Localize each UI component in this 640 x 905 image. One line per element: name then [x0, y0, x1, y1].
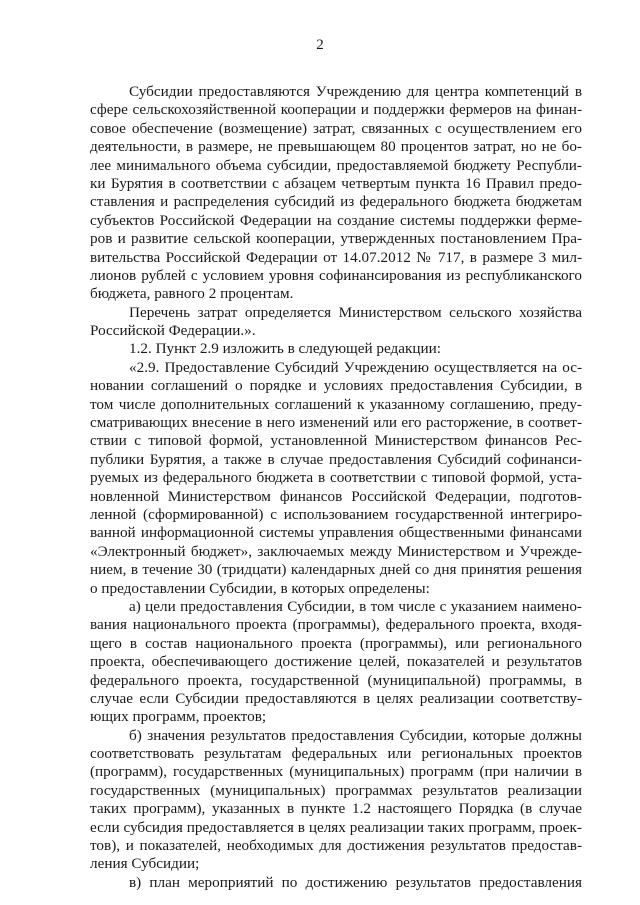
- text-line: 1.2. Пункт 2.9 изложить в следующей редакции:: [129, 340, 442, 358]
- text-line: б) значения результатов предоставления Субсидии, которые должны: [129, 726, 582, 744]
- text-line: субъектов Российской Федерации на создание системы поддержки ферме-: [90, 211, 582, 229]
- text-line: «2.9. Предоставление Субсидий Учреждению осуществляется на ос-: [129, 358, 582, 376]
- text-line: «Электронный бюджет», заключаемых между Министерством и Учрежде-: [90, 542, 582, 560]
- text-line: деятельности, в размере, не превышающем 80 процентов затрат, но не бо-: [90, 138, 582, 156]
- text-line: Перечень затрат определяется Министерством сельского хозяйства: [129, 303, 582, 321]
- text-line: ров и развитие сельской кооперации, утвержденных постановлением Пра-: [90, 230, 582, 248]
- text-line: сфере сельскохозяйственной кооперации и поддержки фермеров на финан-: [90, 101, 582, 119]
- text-line: федерального проекта, государственной (муниципальной) программы, в: [90, 671, 582, 689]
- text-line: совое обеспечение (возмещение) затрат, связанных с осуществлением его: [90, 119, 582, 137]
- text-line: государственных (муниципальных) программах результатов реализации: [90, 781, 582, 799]
- text-line: если субсидия предоставляется в целях реализации таких программ, проек-: [90, 818, 582, 836]
- text-line: в) план мероприятий по достижению результатов предоставления: [129, 873, 582, 891]
- text-line: вительства Российской Федерации от 14.07.2012 № 717, в размере 3 мил-: [90, 248, 582, 266]
- text-line: публики Бурятия, а также в случае предоставления Субсидий софинанси-: [90, 450, 582, 468]
- text-line: ющих программ, проектов;: [90, 708, 267, 726]
- text-line: проекта, обеспечивающего достижение целей, показателей и результатов: [90, 653, 582, 671]
- text-line: ставления и распределения субсидий из федерального бюджета бюджетам: [90, 193, 582, 211]
- text-line: бюджета, равного 2 процентам.: [90, 285, 294, 303]
- text-line: сматривающих внесение в него изменений или его расторжение, в соответ-: [90, 414, 582, 432]
- text-line: новании соглашений о порядке и условиях предоставления Субсидии, в: [90, 377, 582, 395]
- text-line: новленной Министерством финансов Российской Федерации, подготов-: [90, 487, 582, 505]
- text-line: ки Бурятия в соответствии с абзацем четвертым пункта 16 Правил предо-: [90, 174, 582, 192]
- text-line: лионов рублей с условием уровня софинансирования из республиканского: [90, 266, 582, 284]
- text-line: ствии с типовой формой, установленной Министерством финансов Рес-: [90, 432, 582, 450]
- text-line: о предоставлении Субсидии, в которых определены:: [90, 579, 430, 597]
- text-line: ванной информационной системы управления общественными финансами: [90, 524, 582, 542]
- text-line: вания национального проекта (программы), федерального проекта, входя-: [90, 616, 582, 634]
- text-line: ления Субсидии;: [90, 855, 200, 873]
- text-line: нием, в течение 30 (тридцати) календарных дней со дня принятия решения: [90, 561, 582, 579]
- text-line: соответствовать результатам федеральных или региональных проектов: [90, 745, 582, 763]
- text-line: щего в состав национального проекта (программы), или регионального: [90, 634, 582, 652]
- text-line: том числе дополнительных соглашений к указанному соглашению, преду-: [90, 395, 582, 413]
- document-body: [90, 83, 582, 892]
- text-line: руемых из федерального бюджета в соответствии с типовой формой, уста-: [90, 469, 582, 487]
- text-line: (программ), государственных (муниципальных) программ (при наличии в: [90, 763, 582, 781]
- text-line: лее минимального объема субсидии, предоставляемой бюджету Республи-: [90, 156, 582, 174]
- text-line: случае если Субсидии предоставляются в целях реализации соответству-: [90, 689, 582, 707]
- text-line: Российской Федерации.».: [90, 322, 256, 340]
- text-line: а) цели предоставления Субсидии, в том числе с указанием наимено-: [129, 597, 582, 615]
- page-number: 2: [316, 37, 324, 53]
- text-line: ленной (сформированной) с использованием государственной интегриро-: [90, 505, 582, 523]
- text-line: Субсидии предоставляются Учреждению для центра компетенций в: [129, 83, 582, 100]
- text-line: таких программ), указанных в пункте 1.2 настоящего Порядка (в случае: [90, 800, 582, 818]
- text-line: тов), и показателей, необходимых для достижения результатов предостав-: [90, 837, 582, 855]
